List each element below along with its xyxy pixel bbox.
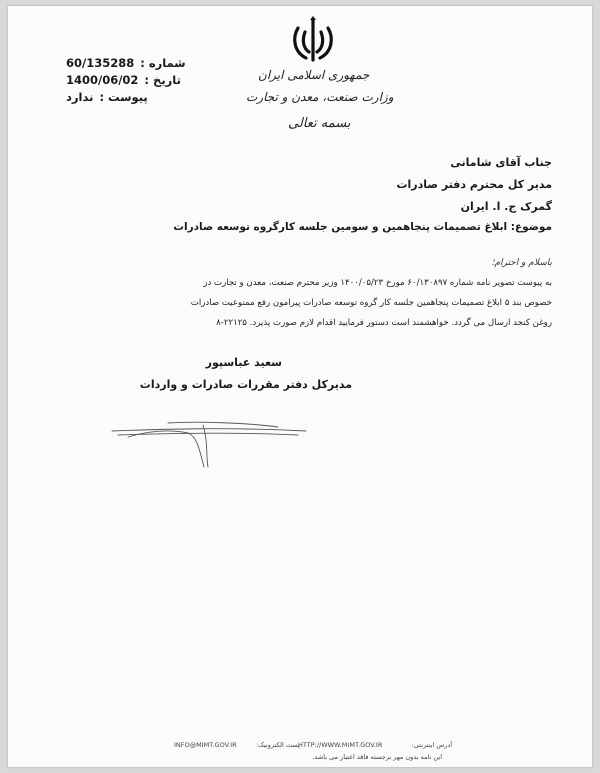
footer-email-label: پست الکترونیک: bbox=[256, 741, 300, 749]
date-label: تاریخ : bbox=[144, 72, 181, 87]
recipient-line-2: مدیر کل محترم دفتر صادرات bbox=[396, 178, 552, 191]
footer-address-label: آدرس اینترنتی: bbox=[411, 741, 452, 749]
letter-meta bbox=[66, 54, 256, 105]
recipient-line-1: جناب آقای شامانی bbox=[450, 156, 552, 169]
letter-page bbox=[8, 6, 592, 767]
body-line-2: خصوص بند ۵ ابلاغ تصمیمات پنجاهمین جلسه کار گروه توسعه صادرات پیرامون رفع ممنوعیت صادرات bbox=[190, 298, 552, 308]
signatory-title: مدیرکل دفتر مقررات صادرات و واردات bbox=[139, 378, 352, 391]
number-row bbox=[66, 54, 256, 71]
recipient-line-3: گمرک ج. ا. ایران bbox=[460, 200, 552, 213]
footer-website: HTTP://WWW.MIMT.GOV.IR bbox=[298, 741, 383, 749]
signatory-name: سعید عباسپور bbox=[205, 356, 282, 369]
greeting: باسلام و احترام؛ bbox=[491, 258, 552, 268]
handwritten-signature bbox=[108, 401, 308, 471]
attachment-label: پیوست : bbox=[99, 89, 148, 104]
body-line-1: به پیوست تصویر نامه شماره ۶۰/۱۳۰۸۹۷ مورخ ۱۴۰۰/۰۵/۲۳ وزیر محترم صنعت، معدن و تجارت در bbox=[203, 278, 552, 288]
republic-heading: جمهوری اسلامی ایران bbox=[258, 68, 370, 82]
date-row bbox=[66, 71, 256, 88]
date-value: 1400/06/02 bbox=[66, 72, 139, 87]
emblem-logo bbox=[290, 14, 336, 64]
number-value: 60/135288 bbox=[66, 55, 135, 70]
body-line-3: روغن کنجد ارسال می گردد. خواهشمند است دستور فرمایید اقدام لازم صورت پذیرد. ۲۲۱۲۵-۸ bbox=[216, 318, 552, 328]
invocation: بسمه تعالی bbox=[288, 116, 351, 131]
footer-notice: این نامه بدون مهر برجسته فاقد اعتبار می باشد. bbox=[312, 753, 442, 761]
subject-line: موضوع: ابلاغ تصمیمات پنجاهمین و سومین جلسه کارگروه توسعه صادرات bbox=[173, 221, 552, 233]
attachment-value: ندارد bbox=[66, 89, 94, 104]
footer-email: INFO@MIMT.GOV.IR bbox=[174, 741, 237, 749]
number-label: شماره : bbox=[140, 55, 186, 70]
attachment-row bbox=[66, 88, 256, 105]
ministry-heading: وزارت صنعت، معدن و تجارت bbox=[246, 90, 394, 104]
